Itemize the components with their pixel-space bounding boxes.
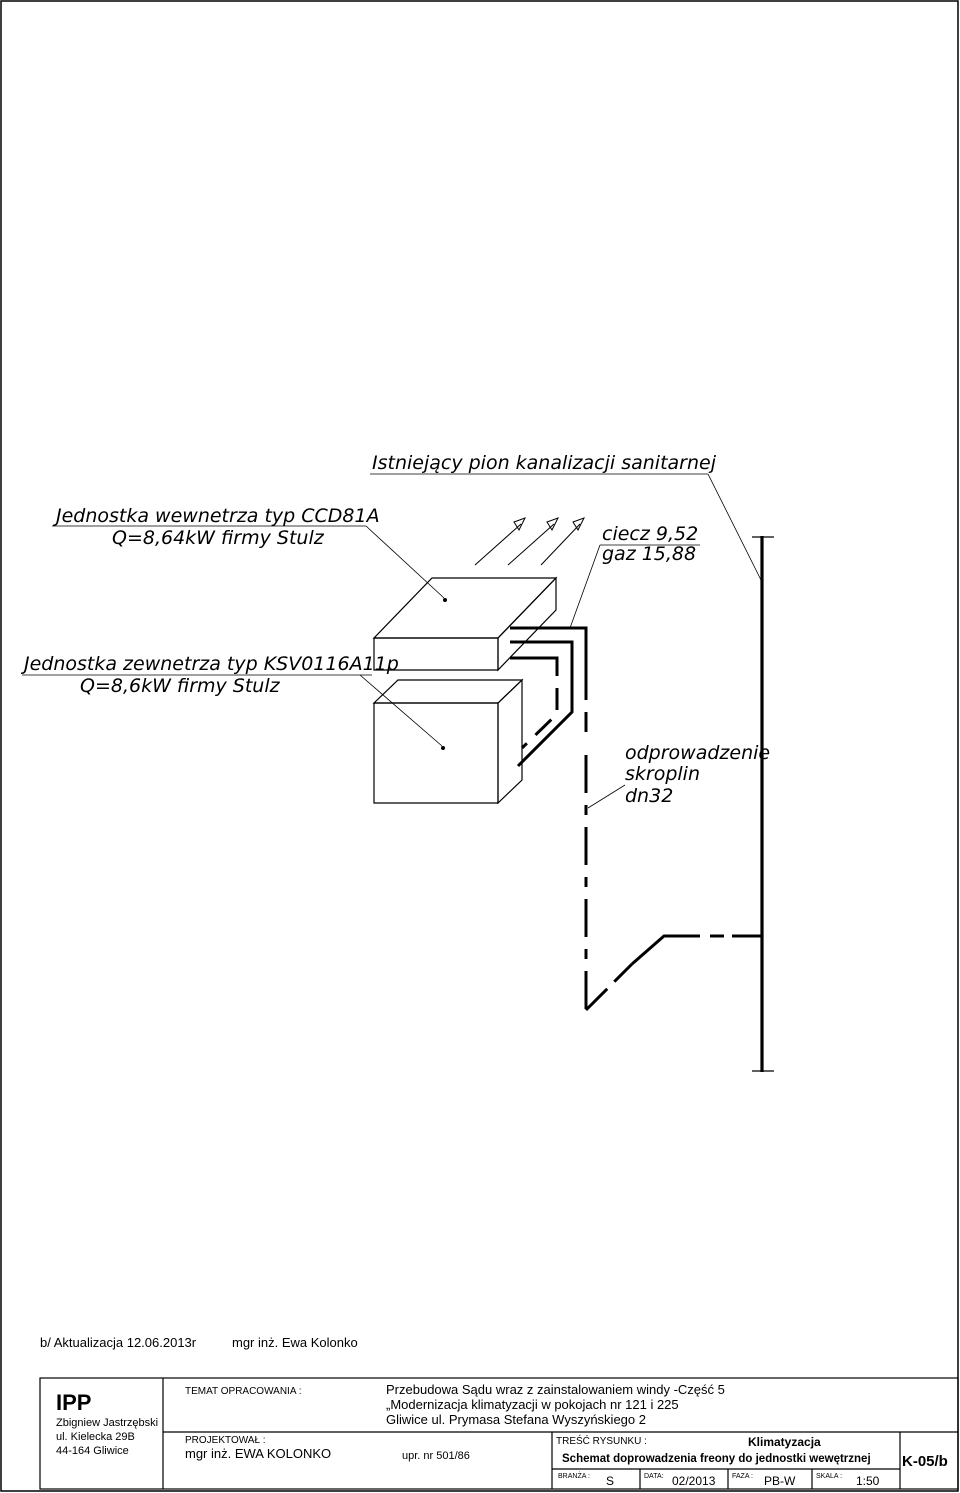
topic-line3: Gliwice ul. Prymasa Stefana Wyszyńskiego 2 <box>386 1412 646 1427</box>
scale-label: SKALA : <box>816 1473 843 1480</box>
designer-label: PROJEKTOWAŁ : <box>185 1435 266 1446</box>
company-street: ul. Kielecka 29B <box>56 1431 135 1443</box>
drawing-title: Schemat doprowadzenia freony do jednostki wewętrznej <box>562 1453 871 1465</box>
company-city: 44-164 Gliwice <box>56 1445 129 1457</box>
outdoor-unit-marker <box>441 746 445 750</box>
date-label: DATA: <box>644 1473 664 1480</box>
company-logo: IPP <box>56 1390 92 1415</box>
company-name: Zbigniew Jastrzębski <box>56 1417 159 1429</box>
sewer-riser <box>752 536 774 1072</box>
discipline-title: Klimatyzacja <box>748 1435 821 1449</box>
license-number: upr. nr 501/86 <box>402 1450 470 1462</box>
indoor-unit-box <box>374 578 556 670</box>
branch-label: BRANŻA : <box>558 1473 590 1480</box>
pipe-liquid-label: ciecz 9,52 <box>602 523 699 545</box>
drain-label-line2: skroplin <box>625 763 700 785</box>
drain-label-line3: dn32 <box>625 785 674 807</box>
outdoor-unit-box <box>374 680 522 803</box>
scale-value: 1:50 <box>856 1474 880 1488</box>
pipe-gas-label: gaz 15,88 <box>602 543 697 565</box>
outdoor-unit-label-line2: Q=8,6kW firmy Stulz <box>80 675 280 697</box>
airflow-arrows <box>475 518 584 565</box>
revision-text: b/ Aktualizacja 12.06.2013r <box>40 1335 197 1350</box>
outdoor-unit-label-line1: Jednostka zewnetrza typ KSV0116A11p <box>24 653 399 675</box>
sheet-border <box>1 1 958 1491</box>
indoor-unit-label-line1: Jednostka wewnetrza typ CCD81A <box>56 505 380 527</box>
branch-value: S <box>606 1474 615 1488</box>
topic-line2: „Modernizacja klimatyzacji w pokojach nr 121 i 225 <box>386 1397 679 1412</box>
topic-line1: Przebudowa Sądu wraz z zainstalowaniem windy -Część 5 <box>386 1382 725 1397</box>
sewer-riser-label: Istniejący pion kanalizacji sanitarnej <box>372 452 716 474</box>
phase-label: FAZA : <box>732 1473 754 1480</box>
indoor-unit-marker <box>443 598 447 602</box>
drain-label-line1: odprowadzenie <box>625 742 771 764</box>
revision-author: mgr inż. Ewa Kolonko <box>232 1335 358 1350</box>
date-value: 02/2013 <box>672 1474 716 1488</box>
topic-label: TEMAT OPRACOWANIA : <box>185 1386 302 1397</box>
content-label: TREŚĆ RYSUNKU : <box>556 1436 647 1447</box>
refrigerant-pipes-dashed <box>522 688 557 748</box>
designer-name: mgr inż. EWA KOLONKO <box>185 1446 332 1461</box>
phase-value: PB-W <box>764 1474 796 1488</box>
drawing-number: K-05/b <box>902 1453 948 1470</box>
indoor-unit-label-line2: Q=8,64kW firmy Stulz <box>112 527 324 549</box>
